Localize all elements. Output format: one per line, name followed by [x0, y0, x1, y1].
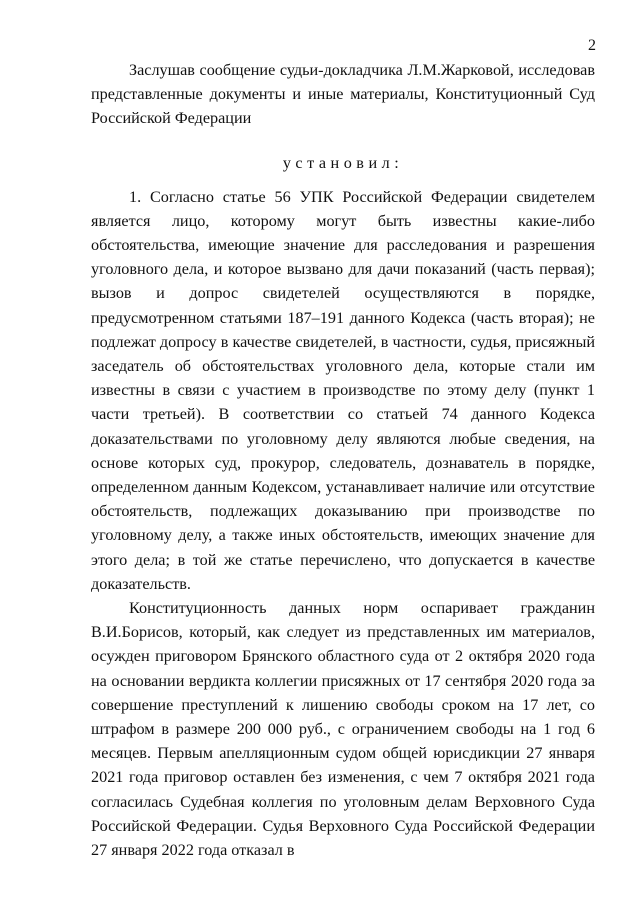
page-number: 2	[588, 37, 596, 54]
section-heading: установил:	[282, 153, 404, 172]
document-body	[91, 58, 595, 862]
paragraph-1: 1. Согласно статье 56 УПК Российской Федерации свидетелем является лицо, которому могут быть известны какие-либо обстоятельства, имеющие значение для расследования и разрешения уголовного дела, и которое вызвано для дачи показаний (часть первая); вызов и допрос свидетелей осуществляются в порядке, предусмотренном статьями 187–191 данного Кодекса (часть вторая); не подлежат допросу в качестве свидетелей, в частности, судья, присяжный заседатель об обстоятельствах уголовного дела, которые стали им известны в связи с участием в производстве по этому делу (пункт 1 части третьей). В соответствии со статьей 74 данного Кодекса доказательствами по уголовному делу являются любые сведения, на основе которых суд, прокурор, следователь, дознаватель в порядке, определенном данным Кодексом, устанавливает наличие или отсутствие обстоятельств, подлежащих доказыванию при производстве по уголовному делу, а также иных обстоятельств, имеющих значение для этого дела; в той же статье перечислено, что допускается в качестве доказательств.	[91, 187, 595, 593]
intro-paragraph: Заслушав сообщение судьи-докладчика Л.М.Жарковой, исследовав представленные документы и иные материалы, Конституционный Суд Российской Федерации	[91, 61, 595, 128]
paragraph-2: Конституционность данных норм оспаривает гражданин В.И.Борисов, который, как следует из представленных им материалов, осужден приговором Брянского областного суда от 2 октября 2020 года на основании вердикта коллегии присяжных от 17 сентября 2020 года за совершение преступлений к лишению свободы сроком на 17 лет, со штрафом в размере 200 000 руб., с ограничением свободы на 1 год 6 месяцев. Первым апелляционным судом общей юрисдикции 27 января 2021 года приговор оставлен без изменения, с чем 7 октября 2021 года согласилась Судебная коллегия по уголовным делам Верховного Суда Российской Федерации. Судья Верховного Суда Российской Федерации 27 января 2022 года отказал в	[91, 599, 595, 860]
